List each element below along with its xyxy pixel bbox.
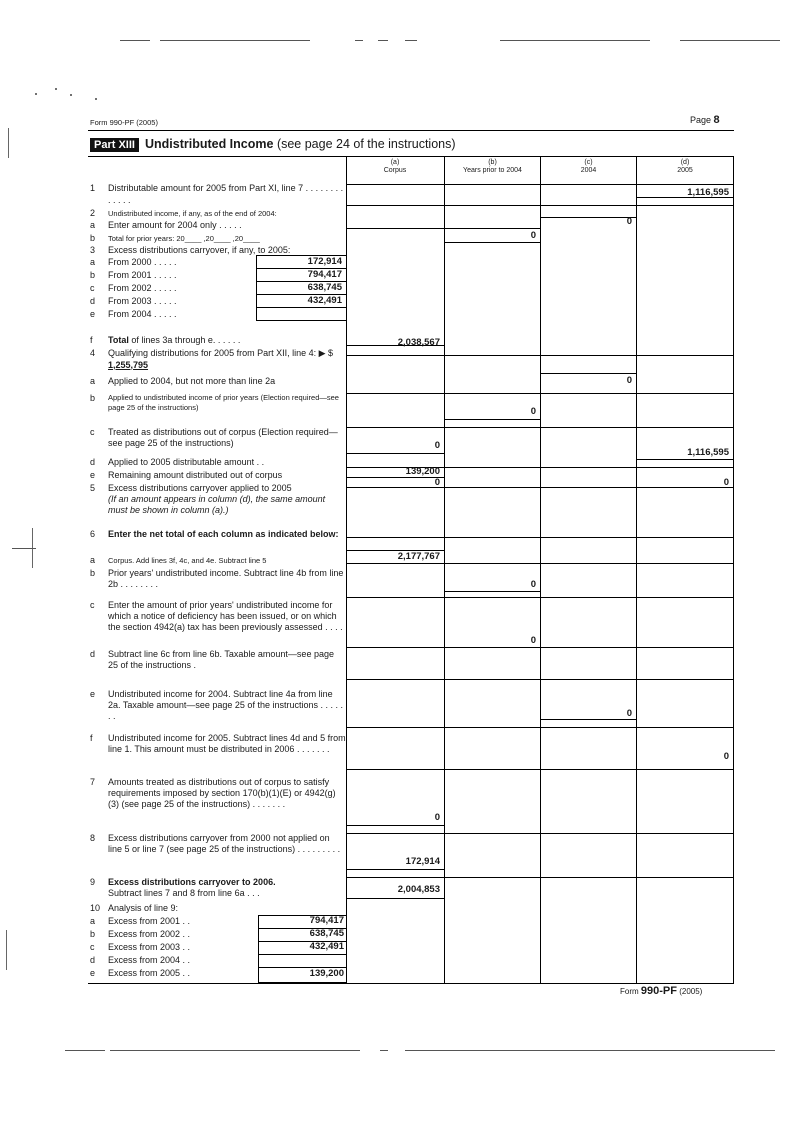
value-3c: 638,745 [307,282,342,293]
scan-speck [55,88,57,90]
row-rule [346,869,444,870]
scan-artifact [405,40,417,41]
value-10c: 432,491 [309,941,344,952]
header-rule [88,130,734,131]
value-3d: 432,491 [307,295,342,306]
row-rule [346,205,734,206]
row-rule [346,679,734,680]
scan-artifact [160,40,310,41]
value-3b: 794,417 [307,269,342,280]
scan-speck [70,94,72,96]
part-badge: Part XIII [90,138,139,152]
column-divider [636,157,637,983]
row-rule [346,427,734,428]
value-10e: 139,200 [309,968,344,979]
row-rule [540,373,636,374]
value-10b: 638,745 [309,928,344,939]
line-1: 1 Distributable amount for 2005 from Part XI, line 7 . . . . . . . . . . . . . [90,183,344,205]
undistributed-income-table: (a) Corpus (b) Years prior to 2004 (c) 2004 (d) 2005 1 Distributable amount for 2005 from Part XI, line 7 . . . . . . . . . . . . . 2 Undistributed income, if any, as of the end of 2004: a Enter amount for 2004 only . . . . . b Total for prior years: 20____ ,20____ ,20____ 3 Excess distributions carryover, if any, to 2005: a From 2000 . . . . . b From 2001 . . . . . c From 2002 . . . . . d From 2003 . . . . . e From 2004 . . . . . f Total of lines 3a through e. . . . . . 4 Qualifying distributions for 2005 from Part XII, line 4: ▶ $ 1,255,795 a Applied to 2004, but not more than line 2a b Applied to undistributed income of prior years (Election required—see page 25 of the instructions) c Treated as distributions out of corpus (Election required—see page 25 of the instructions) d Applied to 2005 distributable amount . . e Remaining amount distributed out of corpus 5 Excess distributions carryover applied to 2005 (If an amount appears in column (d), the same amount must be shown in column (a).) 6 Enter the net total of each column as indicated below: a Corpus. Add lines 3f, 4c, and 4e. Subtract line 5 b Prior years' undistributed income. Subtract line 4b from line 2b . . . . . . . . c Enter the amount of prior years' undistributed income for which a notice of deficiency has been issued, or on which the section 4942(a) tax has been previously assessed . . . . d Subtract line 6c from line 6b. Taxable amount—see page 25 of the instructions . e Undistributed income for 2004. Subtract line 4a from line 2a. Taxable amount—see page 25 of the instructions . . . . . . . f Undistributed income for 2005. Subtract lines 4d and 5 from line 1. This amount must be distributed in 2006 . . . . . . . 7 Amounts treated as distributions out of corpus to satisfy requirements imposed by section 170(b)(1)(E) or 4942(g)(3) (see page 25 of the instructions) . . . . . . . 8 Excess distributions carryover from 2000 not applied on line 5 or line 7 (see page 25 of the instructions) . . . . . . . . . 9 Excess distributions carryover to 2006. Subtract lines 7 and 8 from line 6a . . . 10 Analysis of line 9: a Excess from 2001 . . b Excess from 2002 . . c Excess from 2003 . . d Excess from 2004 . . e Excess from 2005 . . 172,914 794,417 638,745 432,491 794,417 638,745 432,491 139,200 1,116,595 0 0 2,038,567 0 0 0 1,116,595 139,200 0 0 2,177,767 0 0 0 0 0 172,914 2,004,853 [88,156,734,984]
scan-artifact [380,1050,388,1051]
row-rule [346,563,734,564]
line-4: 4 Qualifying distributions for 2005 from Part XII, line 4: ▶ $ 1,255,795 [90,348,334,370]
value-4d-d: 1,116,595 [687,447,729,458]
value-4c-a: 0 [434,440,440,451]
line-4-amount: 1,255,795 [108,359,149,370]
scan-artifact [680,40,780,41]
part-heading: Undistributed Income [144,137,274,151]
value-2b-b: 0 [530,230,536,241]
value-10a: 794,417 [309,915,344,926]
inset-rule [256,307,346,308]
binding-mark [6,930,7,970]
value-6c-b: 0 [530,635,536,646]
scan-artifact [378,40,388,41]
row-rule [346,355,734,356]
row-rule [444,242,540,243]
scan-artifact [120,40,150,41]
row-rule [346,647,734,648]
scan-speck [95,98,97,100]
value-8-a: 172,914 [405,856,440,867]
row-rule [346,393,734,394]
row-rule [444,591,540,592]
scan-artifact [355,40,363,41]
scan-artifact [500,40,650,41]
value-6b-b: 0 [530,579,536,590]
part-subtitle: (see page 24 of the instructions) [276,137,456,151]
value-6f-d: 0 [723,751,729,762]
form-id: Form 990-PF (2005) [90,118,158,127]
row-rule [637,459,734,460]
row-rule [346,877,734,878]
scan-artifact [65,1050,105,1051]
value-1-d: 1,116,595 [687,187,729,198]
row-rule [346,833,734,834]
row-rule [346,825,444,826]
value-3a: 172,914 [307,256,342,267]
value-3f-a: 2,038,567 [397,337,440,348]
value-9-a: 2,004,853 [397,884,440,895]
column-divider [540,157,541,983]
value-6e-c: 0 [626,708,632,719]
scan-speck [35,93,37,95]
part-title [90,137,456,152]
page-number: Page 8 [690,114,720,126]
column-header-a: (a) Corpus [383,159,407,174]
value-4b-b: 0 [530,406,536,417]
value-7-a: 0 [434,812,440,823]
row-rule [346,597,734,598]
scan-artifact [405,1050,775,1051]
value-4e-a: 139,200 [405,466,440,477]
row-rule [346,453,444,454]
row-rule [346,184,734,185]
column-divider [444,157,445,983]
value-6a-a: 2,177,767 [397,551,440,562]
row-rule [346,769,734,770]
binding-mark [8,128,9,158]
value-5-d: 0 [723,477,729,488]
row-rule [346,228,540,229]
value-5-a: 0 [434,477,440,488]
inset-rule [258,954,346,955]
row-rule [444,419,540,420]
binding-mark [12,548,36,549]
row-rule [346,537,734,538]
value-4a-c: 0 [626,375,632,386]
footer-form-id: Form 990-PF (2005) [620,985,703,997]
column-divider [733,157,734,983]
scan-artifact [110,1050,360,1051]
column-header-c: (c) 2004 [580,159,597,174]
column-header-d: (d) 2005 [677,159,693,174]
row-rule [540,719,636,720]
row-rule [346,898,444,899]
row-rule [346,727,734,728]
column-header-b: (b) Years prior to 2004 [463,159,522,174]
value-2a-c: 0 [626,216,632,227]
